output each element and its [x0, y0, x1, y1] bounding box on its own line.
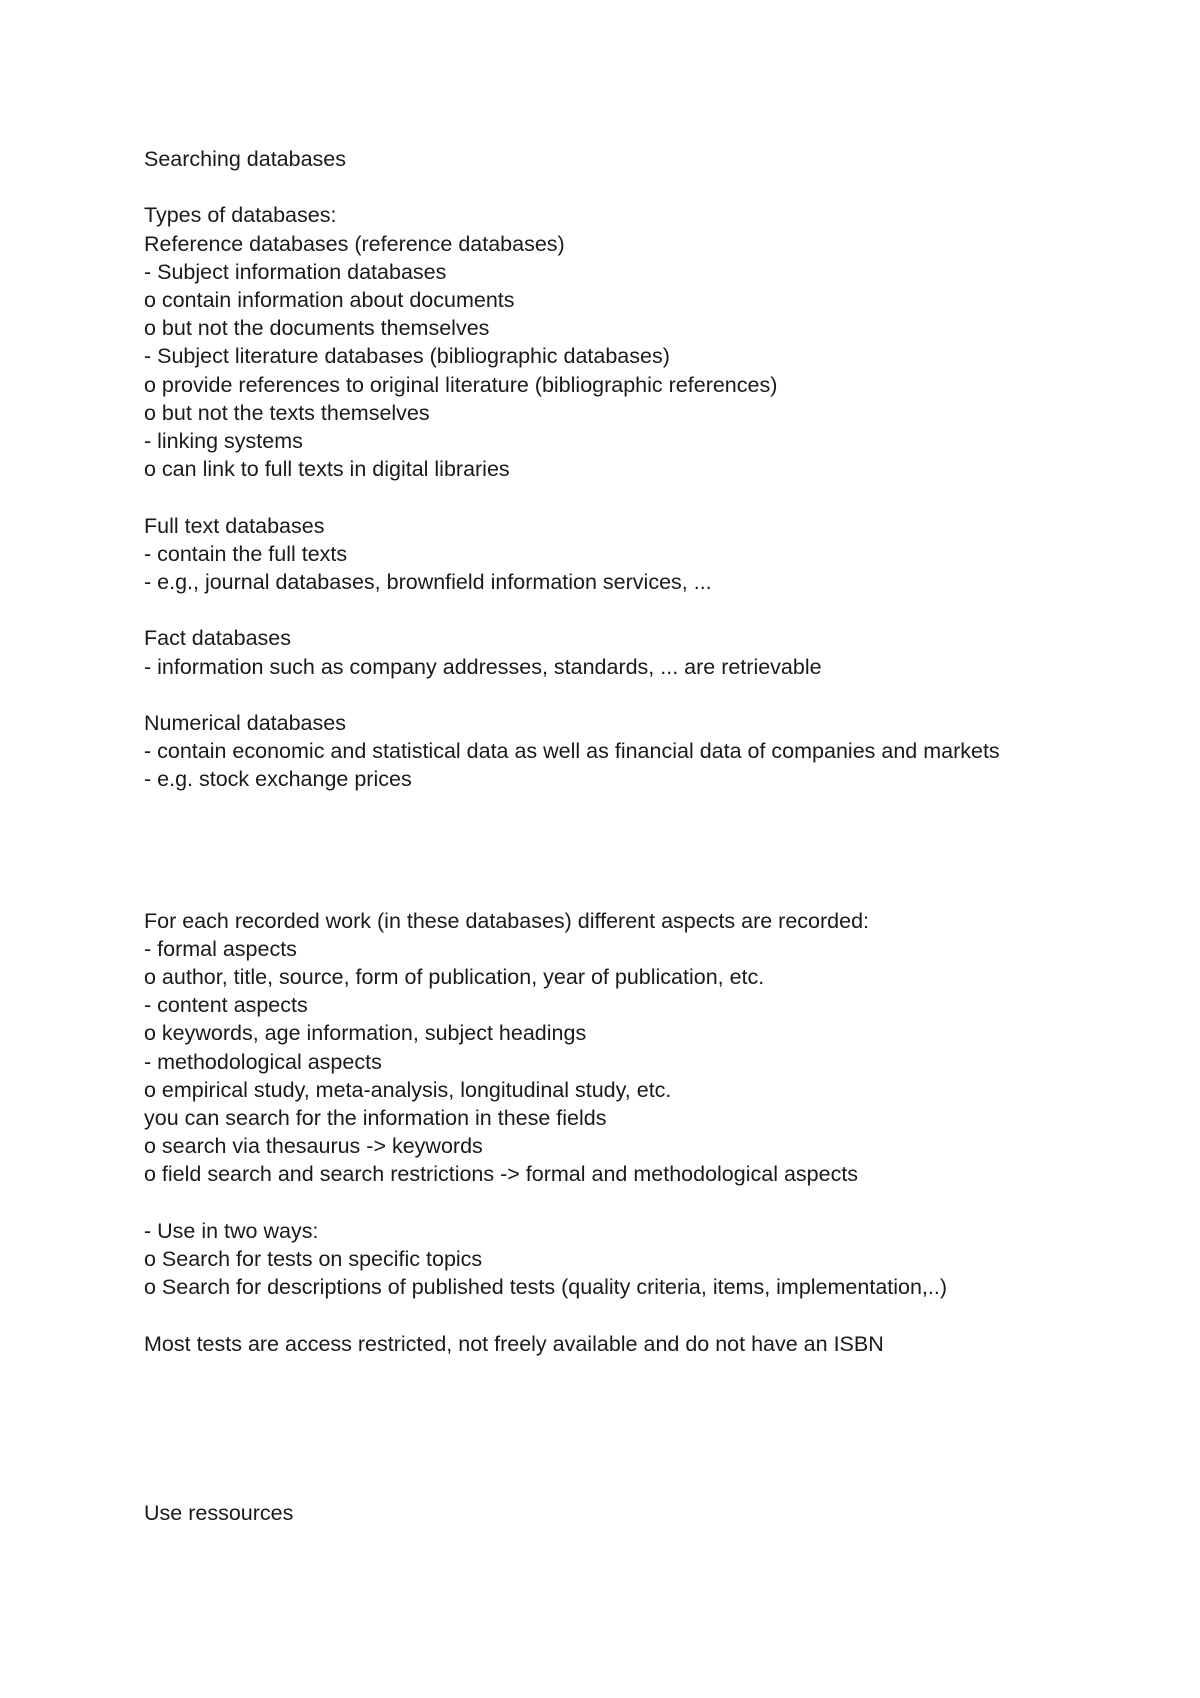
- spacer: [144, 173, 1074, 201]
- use-line: o Search for tests on specific topics: [144, 1247, 483, 1272]
- numerical-line: - contain economic and statistical data as well as financial data of companies and markets: [144, 739, 1000, 764]
- document-title: Searching databases: [144, 147, 347, 171]
- spacer: [144, 1189, 1074, 1217]
- reference-line: - Subject information databases: [144, 259, 447, 284]
- numerical-line: - e.g. stock exchange prices: [144, 767, 412, 792]
- reference-line: o can link to full texts in digital libraries: [144, 457, 510, 482]
- fulltext-heading: Full text databases: [144, 513, 325, 538]
- spacer: [144, 681, 1074, 709]
- reference-heading: Reference databases (reference databases): [144, 231, 565, 256]
- reference-line: o provide references to original literature (bibliographic references): [144, 372, 778, 397]
- reference-line: - linking systems: [144, 429, 303, 454]
- use-line: - Use in two ways:: [144, 1218, 319, 1243]
- aspects-heading: For each recorded work (in these databases) different aspects are recorded:: [144, 908, 870, 933]
- aspects-line: - methodological aspects: [144, 1049, 382, 1074]
- reference-line: o but not the texts themselves: [144, 400, 430, 425]
- spacer: [144, 483, 1074, 511]
- resources-heading: Use ressources: [144, 1500, 294, 1525]
- restriction-note: Most tests are access restricted, not freely available and do not have an ISBN: [144, 1331, 884, 1356]
- fact-line: - information such as company addresses, standards, ... are retrievable: [144, 654, 822, 679]
- types-heading: Types of databases:: [144, 203, 337, 228]
- spacer: [144, 596, 1074, 624]
- aspects-line: o search via thesaurus -> keywords: [144, 1134, 483, 1159]
- reference-line: - Subject literature databases (bibliographic databases): [144, 344, 670, 369]
- spacer: [144, 1301, 1074, 1329]
- fulltext-line: - e.g., journal databases, brownfield information services, ...: [144, 570, 712, 595]
- aspects-line: - content aspects: [144, 993, 308, 1018]
- aspects-line: o keywords, age information, subject headings: [144, 1021, 587, 1046]
- use-line: o Search for descriptions of published tests (quality criteria, items, implementation,..): [144, 1275, 948, 1300]
- aspects-line: o author, title, source, form of publication, year of publication, etc.: [144, 965, 765, 990]
- reference-line: o contain information about documents: [144, 288, 515, 312]
- aspects-line: - formal aspects: [144, 936, 297, 961]
- reference-line: o but not the documents themselves: [144, 316, 490, 341]
- document-body: [144, 145, 1074, 1527]
- aspects-line: you can search for the information in these fields: [144, 1106, 607, 1131]
- aspects-line: o empirical study, meta-analysis, longitudinal study, etc.: [144, 1077, 672, 1102]
- fact-heading: Fact databases: [144, 626, 292, 651]
- spacer: [144, 1358, 1074, 1499]
- spacer: [144, 794, 1074, 907]
- numerical-heading: Numerical databases: [144, 711, 346, 735]
- aspects-line: o field search and search restrictions -> formal and methodological aspects: [144, 1162, 859, 1187]
- fulltext-line: - contain the full texts: [144, 541, 348, 566]
